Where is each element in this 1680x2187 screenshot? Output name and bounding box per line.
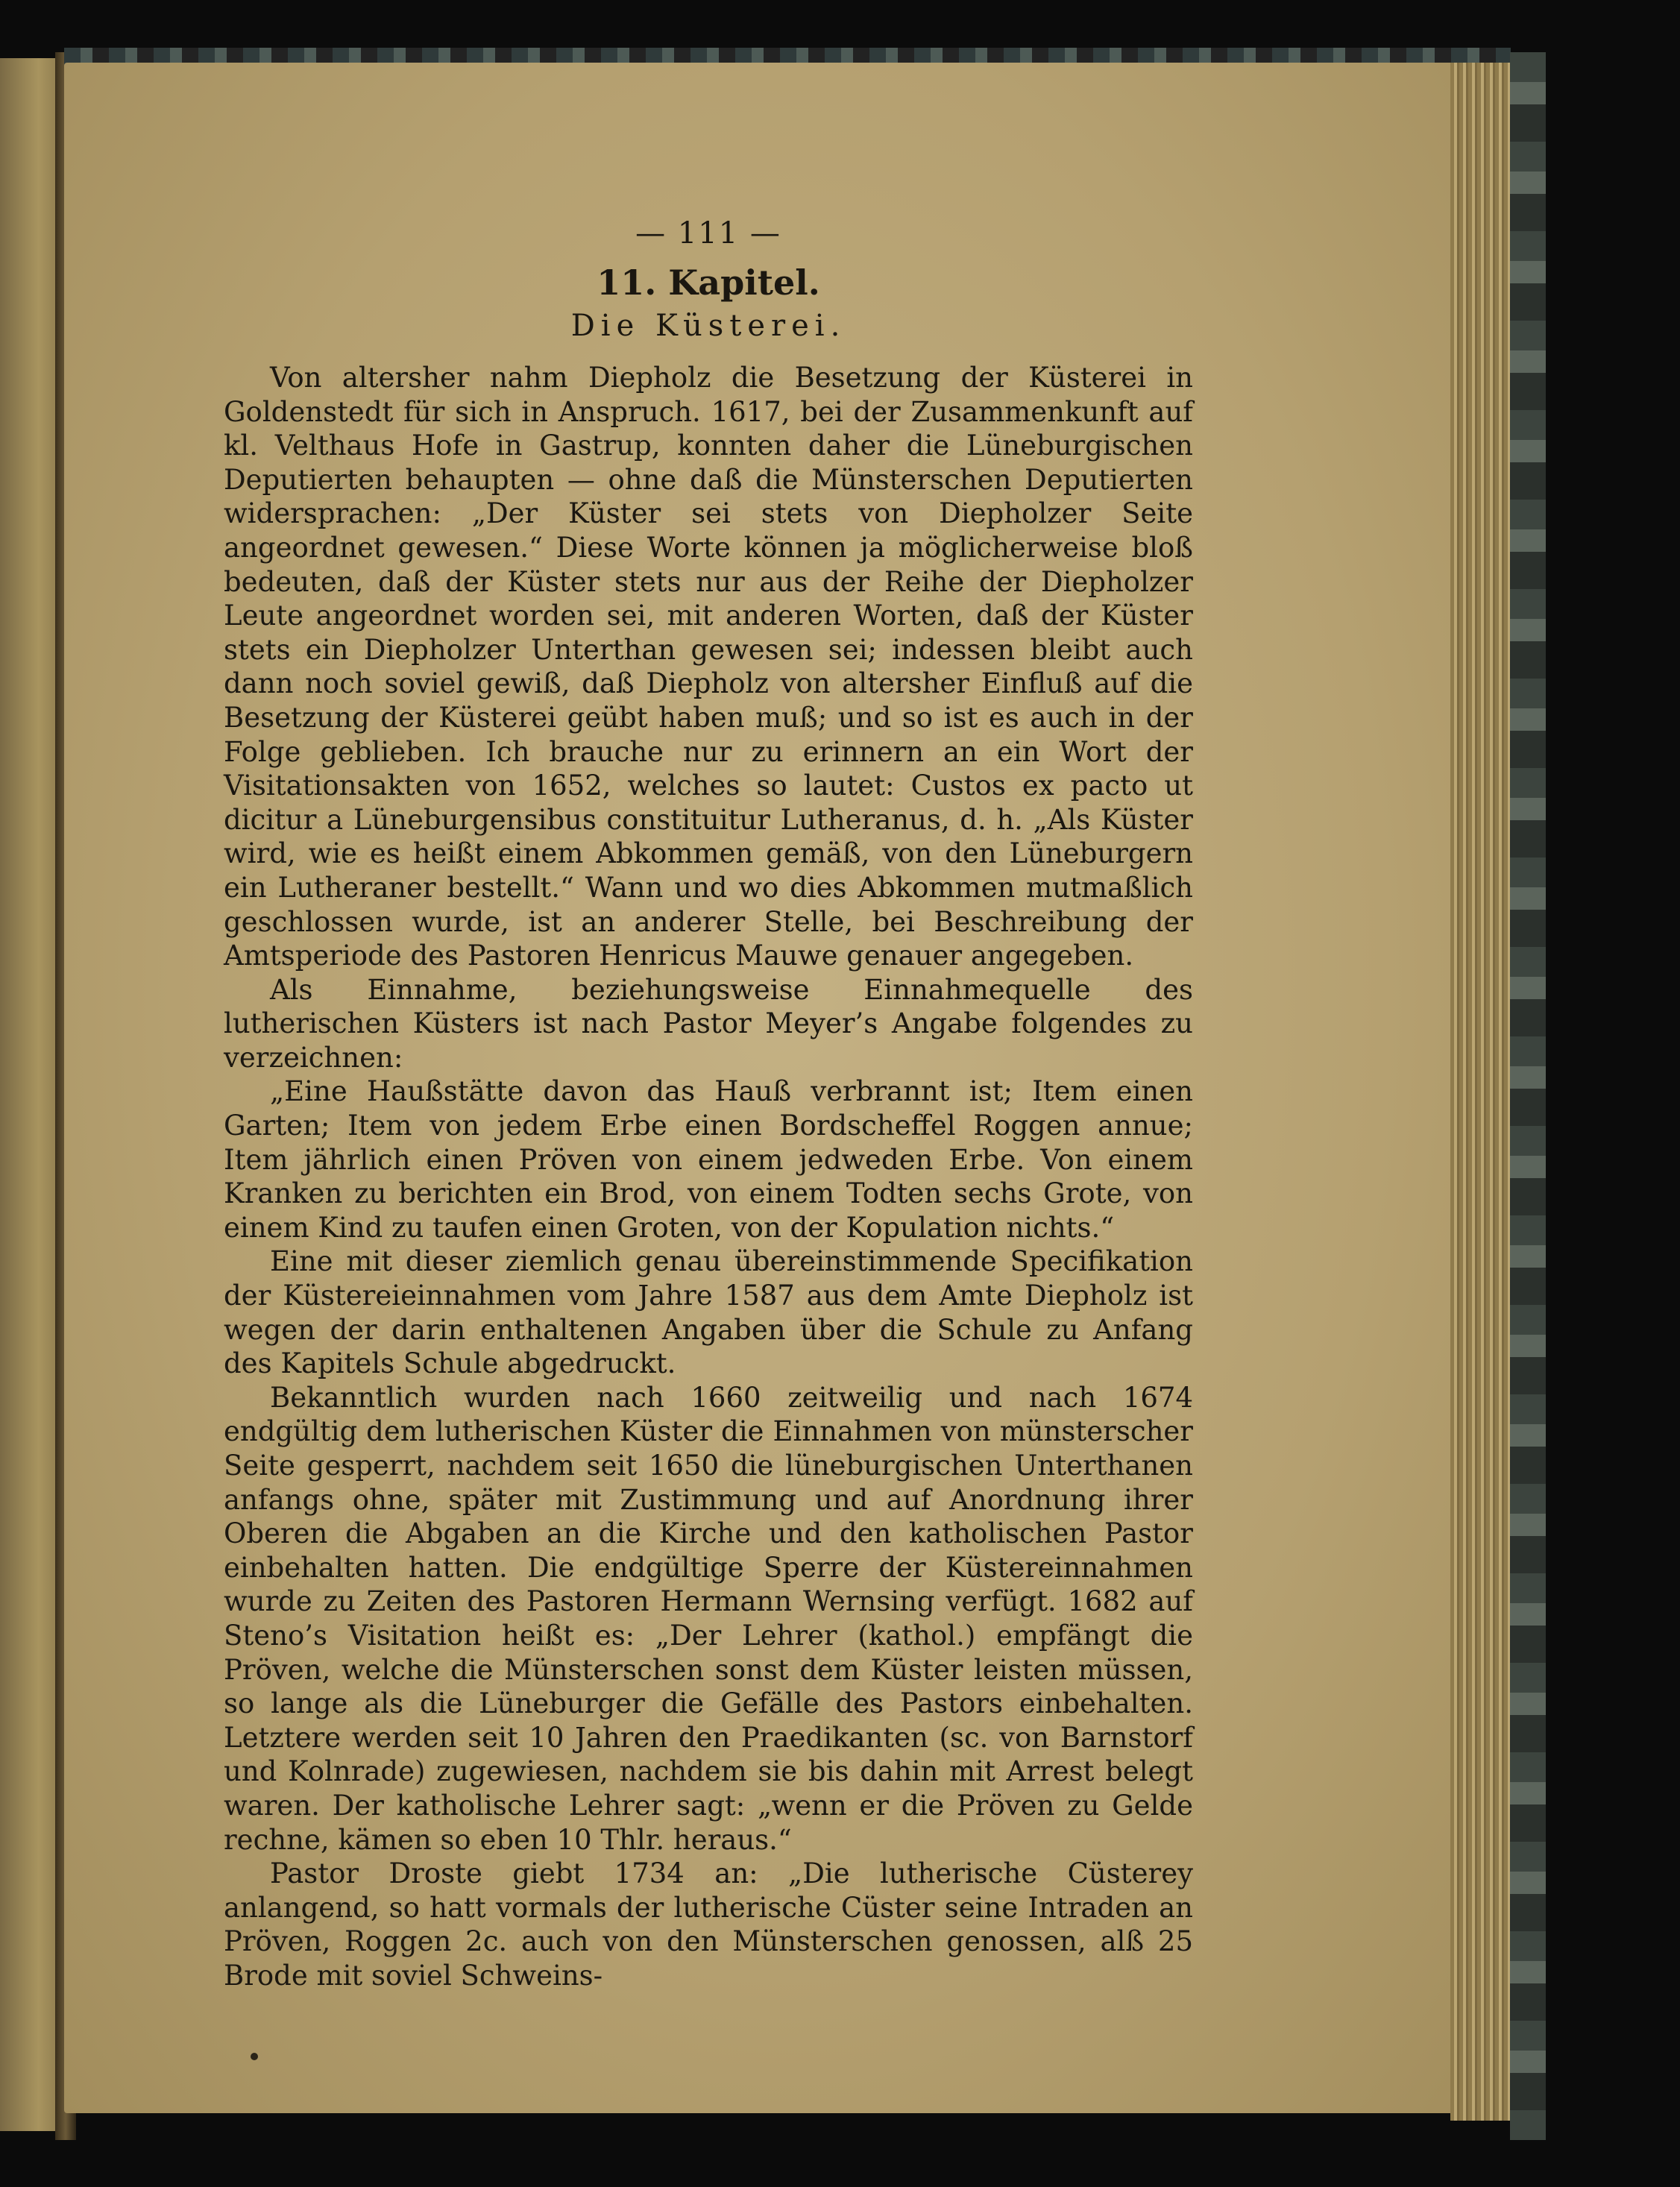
quotation: „Eine Haußstätte davon das Hauß verbrannt ist; Item einen Garten; Item von jedem Erbe einen Bordscheffel Roggen annue; Item jährlich einen Pröven von einem jedweden Erbe. Von einem Kranken zu berichten ein Brod, von einem Todten sechs Grote, von einem Kind zu taufen einen Groten, von der Kopulation nichts.“ — [224, 1075, 1193, 1244]
paragraph: Von altersher nahm Diepholz die Besetzung der Küsterei in Goldenstedt für sich in Anspruch. 1617, bei der Zusammenkunft auf kl. Velthaus Hofe in Gastrup, konnten daher die Lüneburgischen Deputierten behaupten — ohne daß die Münsterschen Deputierten widersprachen: „Der Küster sei stets von Diepholzer Seite angeordnet gewesen.“ Diese Worte können ja möglicherweise bloß bedeuten, daß der Küster stets nur aus der Reihe der Diepholzer Leute angeordnet worden sei, mit anderen Worten, daß der Küster stets ein Diepholzer Unterthan gewesen sei; indessen bleibt auch dann noch soviel gewiß, daß Diepholz von altersher Einfluß auf die Besetzung der Küsterei geübt haben muß; und so ist es auch in der Folge geblieben. Ich brauche nur zu erinnern an ein Wort der Visitationsakten von 1652, welches so lautet: Custos ex pacto ut dicitur a Lüneburgensibus constituitur Lutheranus, d. h. „Als Küster wird, wie es heißt einem Abkommen gemäß, von den Lüneburgern ein Lutheraner bestellt.“ Wann und wo dies Abkommen mutmaßlich geschlossen wurde, ist an anderer Stelle, bei Beschreibung der Amtsperiode des Pastoren Henricus Mauwe genauer angegeben. — [224, 362, 1193, 972]
cover-board — [1510, 52, 1546, 2140]
ink-spot — [251, 2053, 258, 2060]
text-block — [224, 216, 1193, 1993]
chapter-title: 11. Kapitel. — [597, 262, 820, 303]
chapter-subtitle: Die Küsterei. — [570, 309, 846, 343]
paragraph: Eine mit dieser ziemlich genau übereinstimmende Specifikation der Küstereieinnahmen vom Jahre 1587 aus dem Amte Diepholz ist wegen der darin enthaltenen Angaben über die Schule zu Anfang des Kapitels Schule abgedruckt. — [224, 1245, 1193, 1380]
paragraph: Bekanntlich wurden nach 1660 zeitweilig und nach 1674 endgültig dem lutherischen Küster die Einnahmen von münsterscher Seite gesperrt, nachdem seit 1650 die lüneburgischen Unterthanen anfangs ohne, später mit Zustimmung und auf Anordnung ihrer Oberen die Abgaben an die Kirche und den katholischen Pastor einbehalten hatten. Die endgültige Sperre der Küstereinnahmen wurde zu Zeiten des Pastoren Hermann Wernsing verfügt. 1682 auf Steno’s Visitation heißt es: „Der Lehrer (kathol.) empfängt die Pröven, welche die Münsterschen sonst dem Küster leisten müssen, so lange als die Lüneburger die Gefälle des Pastors einbehalten. Letztere werden seit 10 Jahren den Praedikanten (sc. von Barnstorf und Kolnrade) zugewiesen, nachdem sie bis dahin mit Arrest belegt waren. Der katholische Lehrer sagt: „wenn er die Pröven zu Gelde rechne, kämen so eben 10 Thlr. heraus.“ — [224, 1381, 1193, 1856]
paragraph: Als Einnahme, beziehungsweise Einnahmequelle des lutherischen Küsters ist nach Pastor Meyer’s Angabe folgendes zu verzeichnen: — [224, 973, 1193, 1074]
page-number: — 111 — — [635, 216, 781, 251]
page-edges — [1450, 63, 1510, 2121]
paragraph: Pastor Droste giebt 1734 an: „Die lutherische Cüsterey anlangend, so hatt vormals der lutherische Cüster seine Intraden an Pröven, Roggen 2c. auch von den Münsterschen genossen, alß 25 Brode mit soviel Schweins- — [224, 1857, 1193, 1992]
